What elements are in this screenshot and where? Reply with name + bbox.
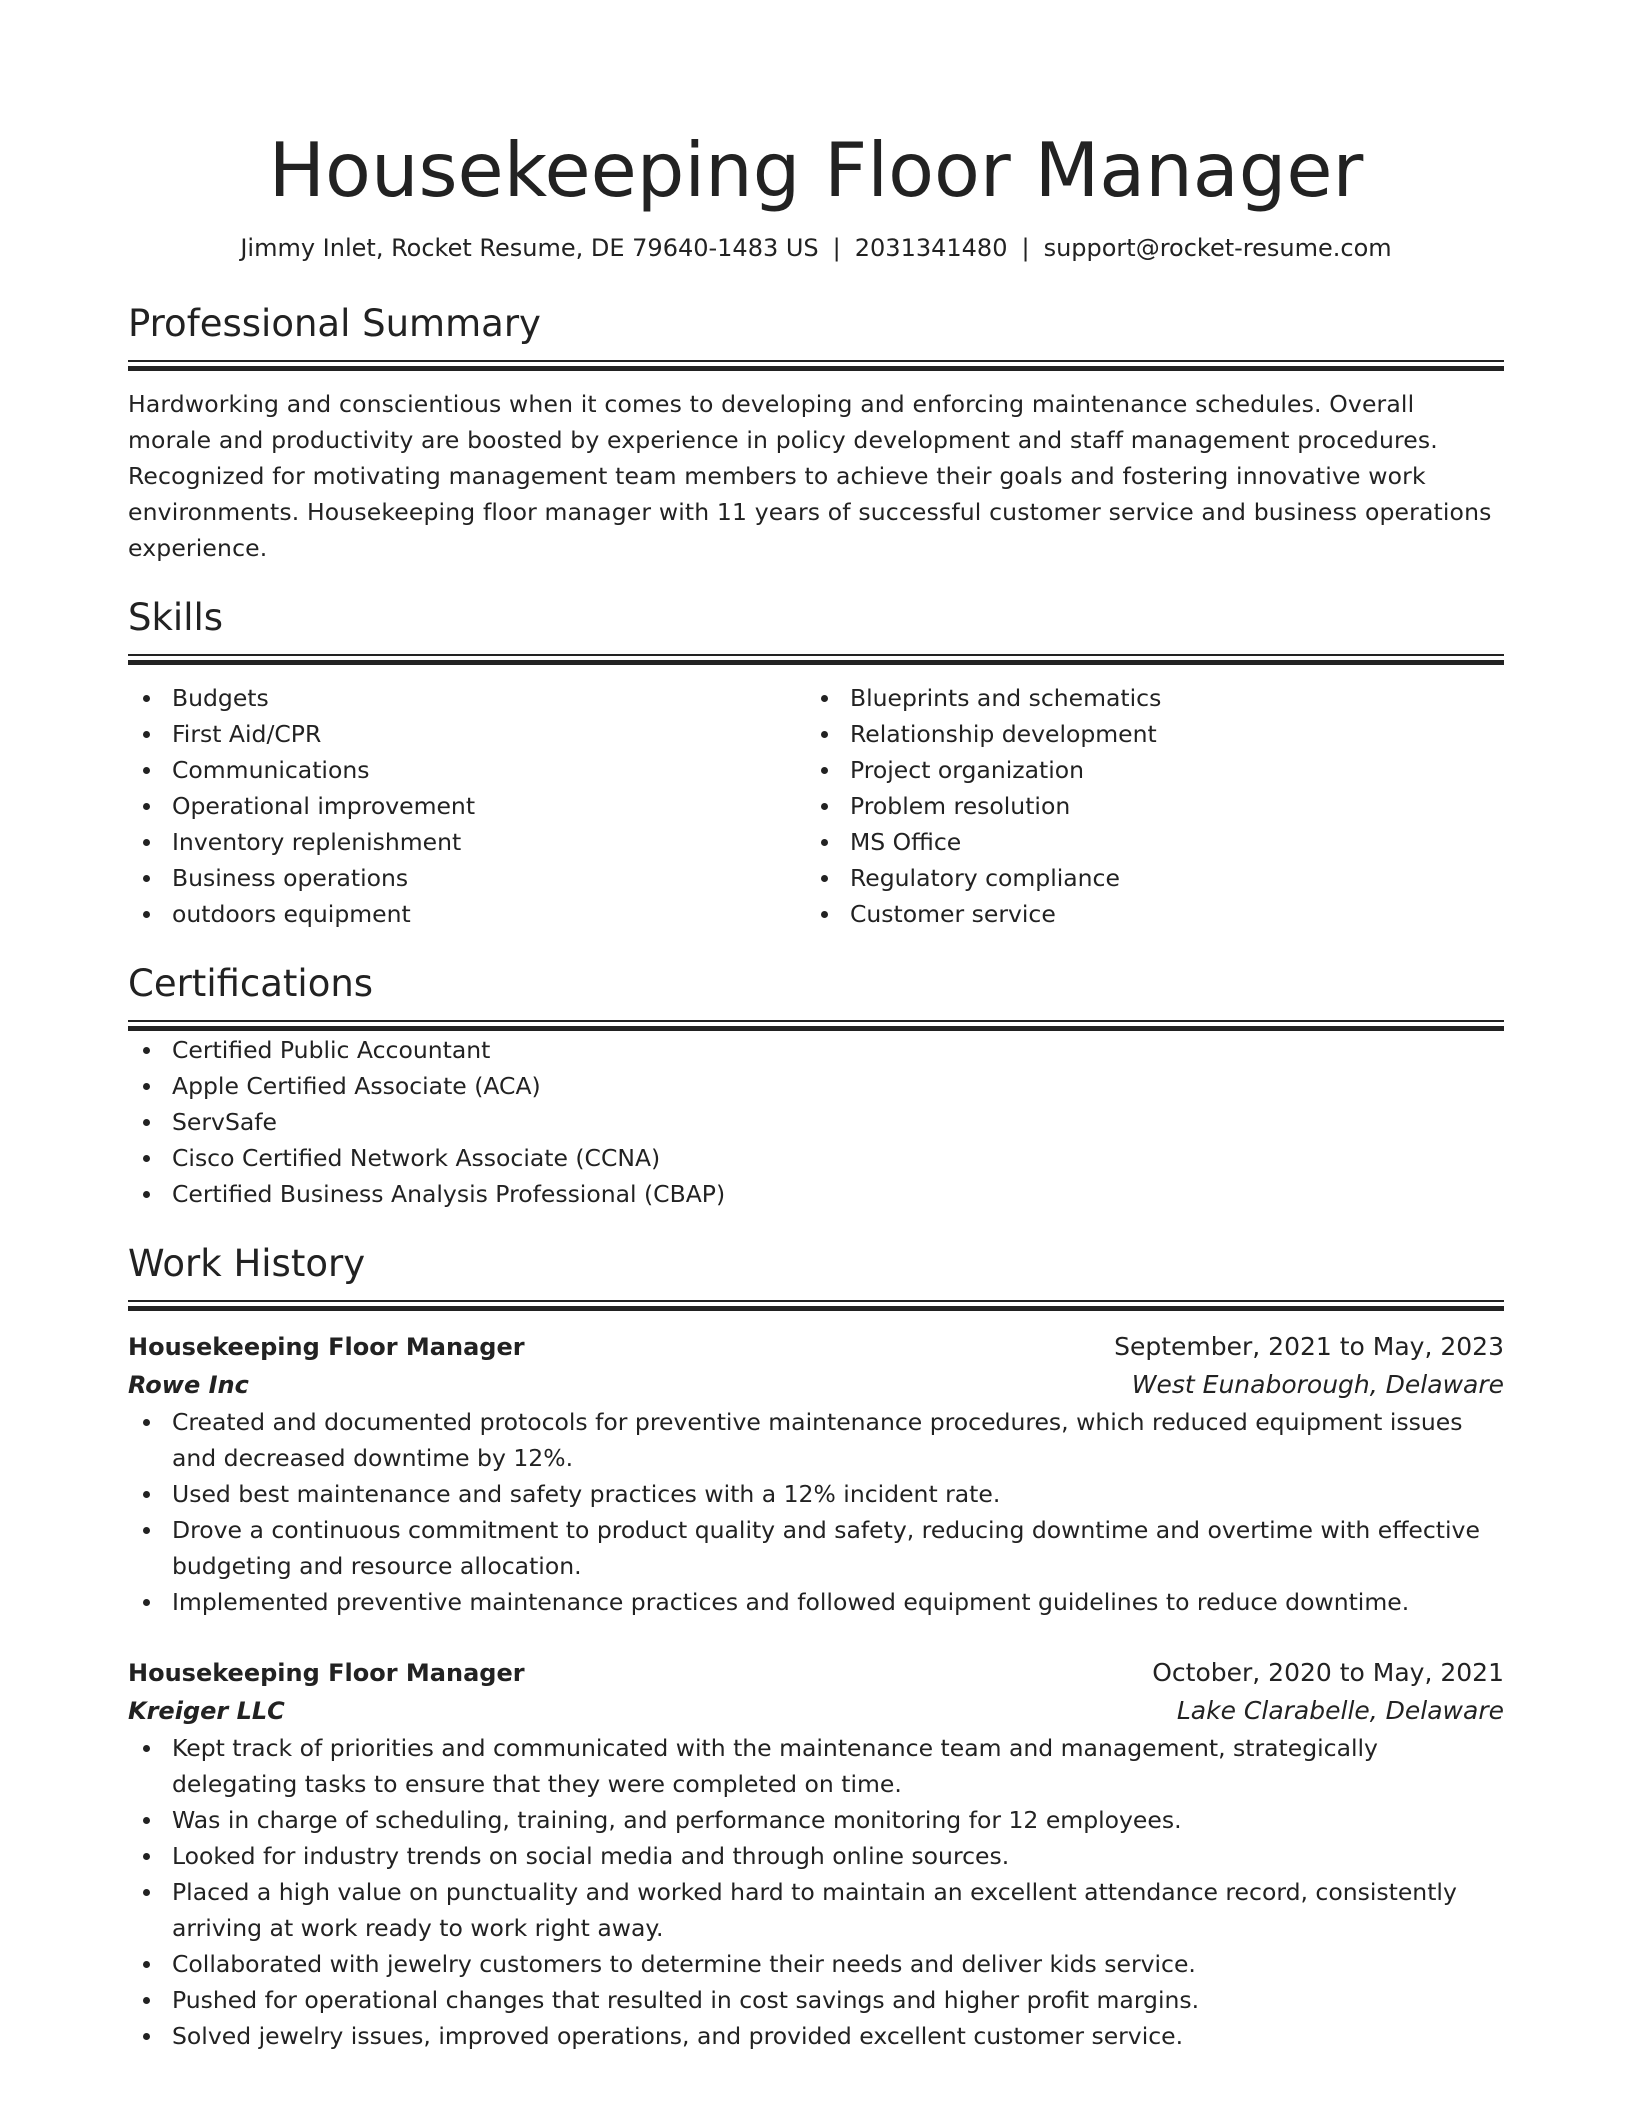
section-title-certifications: Certifications xyxy=(128,962,374,1005)
job-dates: October, 2020 to May, 2021 xyxy=(1152,1658,1504,1687)
job-bullet: Implemented preventive maintenance practices and followed equipment guidelines to reduce downtime. xyxy=(172,1584,1504,1620)
skills-list-right xyxy=(806,680,1484,932)
skills-list-left xyxy=(128,680,806,932)
contact-address: Jimmy Inlet, Rocket Resume, DE 79640-1483 US xyxy=(240,234,819,262)
section-title-summary: Professional Summary xyxy=(128,302,541,345)
skill-item: Inventory replenishment xyxy=(172,824,806,860)
certification-item: Apple Certified Associate (ACA) xyxy=(172,1068,1504,1104)
skills-section xyxy=(128,594,1504,932)
section-divider xyxy=(128,360,1504,372)
job-entry xyxy=(128,1328,1504,1620)
job-title: Housekeeping Floor Manager xyxy=(128,1659,525,1687)
job-company: Rowe Inc xyxy=(128,1371,249,1399)
job-bullet: Pushed for operational changes that resulted in cost savings and higher profit margins. xyxy=(172,1982,1504,2018)
certification-item: ServSafe xyxy=(172,1104,1504,1140)
contact-email: support@rocket-resume.com xyxy=(1043,234,1392,262)
job-bullet: Kept track of priorities and communicated with the maintenance team and management, strategically delegating tasks to ensure that they were completed on time. xyxy=(172,1730,1504,1802)
skill-item: Budgets xyxy=(172,680,806,716)
job-bullet: Looked for industry trends on social media and through online sources. xyxy=(172,1838,1504,1874)
contact-separator: | xyxy=(832,234,841,262)
job-bullets xyxy=(128,1404,1504,1620)
certification-item: Certified Public Accountant xyxy=(172,1032,1504,1068)
certification-item: Cisco Certified Network Associate (CCNA) xyxy=(172,1140,1504,1176)
job-dates: September, 2021 to May, 2023 xyxy=(1114,1332,1504,1361)
skill-item: First Aid/CPR xyxy=(172,716,806,752)
resume-name: Housekeeping Floor Manager xyxy=(268,126,1364,214)
job-header-row xyxy=(128,1654,1504,1692)
summary-section xyxy=(128,300,1504,566)
certifications-section xyxy=(128,960,1504,1212)
resume-page xyxy=(128,0,1504,2054)
skill-item: MS Office xyxy=(850,824,1484,860)
skills-column-right xyxy=(806,680,1484,932)
job-entry xyxy=(128,1654,1504,2054)
job-bullet: Drove a continuous commitment to product quality and safety, reducing downtime and overtime with effective budgeting and resource allocation. xyxy=(172,1512,1504,1584)
skill-item: Regulatory compliance xyxy=(850,860,1484,896)
job-company-row xyxy=(128,1692,1504,1730)
skill-item: Customer service xyxy=(850,896,1484,932)
job-bullet: Used best maintenance and safety practices with a 12% incident rate. xyxy=(172,1476,1504,1512)
skill-item: Communications xyxy=(172,752,806,788)
contact-line xyxy=(128,232,1504,264)
job-location: Lake Clarabelle, Delaware xyxy=(1176,1696,1504,1725)
job-bullet: Collaborated with jewelry customers to determine their needs and deliver kids service. xyxy=(172,1946,1504,1982)
section-divider xyxy=(128,654,1504,666)
work-history-section xyxy=(128,1240,1504,2054)
skill-item: outdoors equipment xyxy=(172,896,806,932)
job-company: Kreiger LLC xyxy=(128,1697,285,1725)
job-bullet: Was in charge of scheduling, training, and performance monitoring for 12 employees. xyxy=(172,1802,1504,1838)
contact-phone: 2031341480 xyxy=(854,234,1008,262)
section-divider xyxy=(128,1020,1504,1032)
job-bullet: Created and documented protocols for preventive maintenance procedures, which reduced equipment issues and decreased downtime by 12%. xyxy=(172,1404,1504,1476)
job-header-row xyxy=(128,1328,1504,1366)
skill-item: Problem resolution xyxy=(850,788,1484,824)
job-bullet: Solved jewelry issues, improved operations, and provided excellent customer service. xyxy=(172,2018,1504,2054)
skill-item: Business operations xyxy=(172,860,806,896)
skill-item: Project organization xyxy=(850,752,1484,788)
skill-item: Operational improvement xyxy=(172,788,806,824)
certifications-list xyxy=(128,1032,1504,1212)
job-title: Housekeeping Floor Manager xyxy=(128,1333,525,1361)
section-title-skills: Skills xyxy=(128,596,224,639)
contact-separator: | xyxy=(1021,234,1030,262)
certification-item: Certified Business Analysis Professional (CBAP) xyxy=(172,1176,1504,1212)
job-bullets xyxy=(128,1730,1504,2054)
section-divider xyxy=(128,1300,1504,1312)
skill-item: Relationship development xyxy=(850,716,1484,752)
skill-item: Blueprints and schematics xyxy=(850,680,1484,716)
section-title-work-history: Work History xyxy=(128,1242,366,1285)
skills-grid xyxy=(128,680,1504,932)
job-bullet: Placed a high value on punctuality and worked hard to maintain an excellent attendance record, consistently arriving at work ready to work right away. xyxy=(172,1874,1504,1946)
skills-column-left xyxy=(128,680,806,932)
summary-text: Hardworking and conscientious when it comes to developing and enforcing maintenance schedules. Overall morale and productivity are boosted by experience in policy development and staff management procedures. Recognized for motivating management team members to achieve their goals and fostering innovative work environments. Housekeeping floor manager with 11 years of successful customer service and business operations experience. xyxy=(128,390,1492,562)
job-location: West Eunaborough, Delaware xyxy=(1131,1370,1504,1399)
job-company-row xyxy=(128,1366,1504,1404)
